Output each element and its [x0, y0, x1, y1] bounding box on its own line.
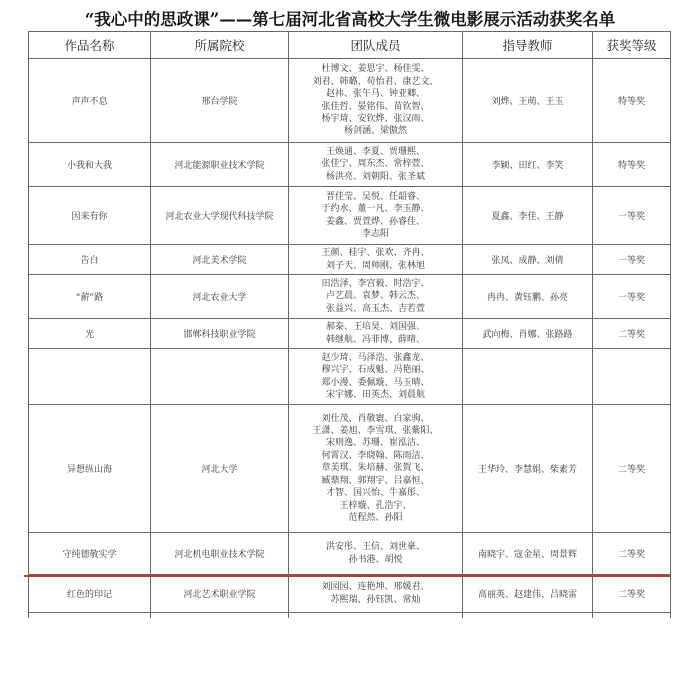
advisors-cell: 高丽英、赵建伟、吕晓雷 [463, 575, 593, 613]
advisors-cell: 武向梅、肖娜、张路路 [463, 319, 593, 349]
team-member-line: 穆兴宇、石成魁、冯艳丽、 [321, 365, 430, 376]
team-members-cell [289, 349, 463, 405]
advisors-cell: 张凤、成静、刘倩 [463, 245, 593, 275]
award-level-cell: 特等奖 [593, 143, 671, 187]
team-member-line: 刘子天、周帅刚、张林旭 [325, 260, 425, 271]
work-name-cell: 光 [29, 319, 151, 349]
team-member-line: 王颜、桂宇、张欢、齐冉、 [321, 248, 430, 259]
table-row [29, 405, 671, 533]
team-members-cell [289, 59, 463, 143]
advisors-cell: 李颖、田红、李笑 [463, 143, 593, 187]
team-member-line: 何霄汉、李晓翰、陈雨洁、 [321, 450, 430, 461]
team-member-line: 才智、国兴怡、牛嘉彤、 [325, 488, 425, 499]
work-name-cell: 小我和大我 [29, 143, 151, 187]
table-row [29, 275, 671, 319]
work-name-cell: 因来有你 [29, 187, 151, 245]
table-row [29, 187, 671, 245]
table-row [29, 349, 671, 405]
team-member-line: 郝泰、王培昊、刘国强、 [325, 322, 425, 333]
award-level-cell: 特等奖 [593, 59, 671, 143]
team-member-line: 郑小漫、委佩璇、马玉晴、 [321, 377, 430, 388]
header-team-members: 团队成员 [289, 32, 463, 59]
school-cell: 邯郸科技职业学院 [151, 319, 289, 349]
school-cell: 河北美术学院 [151, 245, 289, 275]
award-level-cell: 二等奖 [593, 533, 671, 575]
team-members-cell [289, 187, 463, 245]
team-member-line: 杜博文、姜思宇、杨佳雯、 [321, 64, 430, 75]
table-row [29, 319, 671, 349]
team-member-line: 孙书港、胡悦 [348, 554, 403, 565]
team-member-line: 王潇、姜旭、李雪琪、张紫阳、 [312, 426, 439, 437]
team-member-line: 臧鼎翔、郭翔宇、吕嘉恒、 [321, 475, 430, 486]
red-divider-line [24, 575, 670, 577]
work-name-cell [29, 349, 151, 405]
team-member-line: 刘仕茂、肖敬寰、白家驹、 [321, 413, 430, 424]
team-members-cell [289, 275, 463, 319]
team-member-line: 苏熙瑞、孙钰凯、常灿 [330, 594, 421, 605]
team-members-cell [289, 405, 463, 533]
table-row [29, 245, 671, 275]
team-member-line: 张佳宁、周东杰、常梓萱、 [321, 159, 430, 170]
team-member-line: 刘君、韩璐、苟怡君、康艺文、 [312, 76, 439, 87]
header-advisors: 指导教师 [463, 32, 593, 59]
award-level-cell: 一等奖 [593, 187, 671, 245]
document-title: “我心中的思政课”——第七届河北省高校大学生微电影展示活动获奖名单 [84, 10, 616, 29]
header-work-name: 作品名称 [29, 32, 151, 59]
table-row [29, 59, 671, 143]
team-member-line: 宋则逸、苏珊、崔泓洁、 [325, 438, 425, 449]
school-cell: 河北机电职业技术学院 [151, 533, 289, 575]
award-level-cell: 二等奖 [593, 319, 671, 349]
team-member-line: 张益兴、高玉杰、吉若萱 [325, 303, 425, 314]
award-level-cell: 二等奖 [593, 405, 671, 533]
work-name-cell: 异想纵山海 [29, 405, 151, 533]
award-level-cell: 一等奖 [593, 245, 671, 275]
team-members-cell [289, 575, 463, 613]
school-cell: 河北大学 [151, 405, 289, 533]
team-member-line: 田浩泽、李宫毅、时浩宇、 [321, 278, 430, 289]
team-member-line: 杨洪亮、刘朝阳、张圣斌 [325, 171, 425, 182]
team-member-line: 宋宇娜、田英杰、刘晨航 [325, 389, 425, 400]
team-member-line: 范程然、孙阳 [348, 512, 403, 523]
team-member-line: 王焕通、李夏、贾珊熙、 [325, 146, 425, 157]
table-row [29, 575, 671, 613]
advisors-cell: 冉冉、黄钰鹏、孙亮 [463, 275, 593, 319]
page-cutoff [0, 618, 700, 700]
team-member-line: 于约水、董一凡、李玉静、 [321, 204, 430, 215]
header-school: 所属院校 [151, 32, 289, 59]
school-cell: 邢台学院 [151, 59, 289, 143]
advisors-cell: 夏鑫、李佳、王静 [463, 187, 593, 245]
award-level-cell: 二等奖 [593, 575, 671, 613]
team-member-line: 赵少琦、马泽浩、张鑫龙、 [321, 352, 430, 363]
team-member-line: 韩继航、冯菲博、薛晴、 [325, 334, 425, 345]
team-members-cell [289, 143, 463, 187]
team-members-cell [289, 319, 463, 349]
award-level-cell: 一等奖 [593, 275, 671, 319]
team-member-line: 刘园园、连艳坤、邢媛君、 [321, 582, 430, 593]
school-cell: 河北农业大学 [151, 275, 289, 319]
advisors-cell: 南晓宇、寇金星、周景辉 [463, 533, 593, 575]
advisors-cell: 刘烨、王萌、王玉 [463, 59, 593, 143]
advisors-cell [463, 349, 593, 405]
team-member-line: 洪安彤、王信、刘世豪、 [325, 542, 425, 553]
school-cell: 河北农业大学现代科技学院 [151, 187, 289, 245]
header-award-level: 获奖等级 [593, 32, 671, 59]
school-cell: 河北能源职业技术学院 [151, 143, 289, 187]
work-name-cell: 红色的印记 [29, 575, 151, 613]
team-member-line: 王梓璇、孔浩宇、 [339, 500, 412, 511]
team-member-line: 晋佳莹、吴悦、任韶睿、 [325, 191, 425, 202]
team-members-cell [289, 533, 463, 575]
team-member-line: 杨剑涵、梁傲然 [343, 126, 407, 137]
school-cell: 河北艺术职业学院 [151, 575, 289, 613]
work-name-cell: “薪”路 [29, 275, 151, 319]
work-name-cell: 声声不息 [29, 59, 151, 143]
team-member-line: 姜鑫、贾萱烨、孙睿佳、 [325, 216, 425, 227]
work-name-cell: 告白 [29, 245, 151, 275]
award-level-cell [593, 349, 671, 405]
team-member-line: 赵祎、张午马、钟亚卿、 [325, 89, 425, 100]
team-member-line: 章美琪、朱培赫、张賀飞、 [321, 463, 430, 474]
school-cell [151, 349, 289, 405]
team-members-cell [289, 245, 463, 275]
table-row [29, 533, 671, 575]
work-name-cell: 守纯德敬实学 [29, 533, 151, 575]
header-row [29, 32, 671, 59]
advisors-cell: 王华玲、李慧娟、柴素芳 [463, 405, 593, 533]
team-member-line: 张佳哲、晏铭伟、苗钦智、 [321, 101, 430, 112]
team-member-line: 卢艺晨、袁梦、韩云杰、 [325, 291, 425, 302]
team-member-line: 杨宇琦、安钦烨、张汉雨、 [321, 113, 430, 124]
table-row [29, 143, 671, 187]
table-body [29, 59, 671, 643]
team-member-line: 李志阳 [361, 228, 389, 239]
award-table [28, 31, 671, 643]
